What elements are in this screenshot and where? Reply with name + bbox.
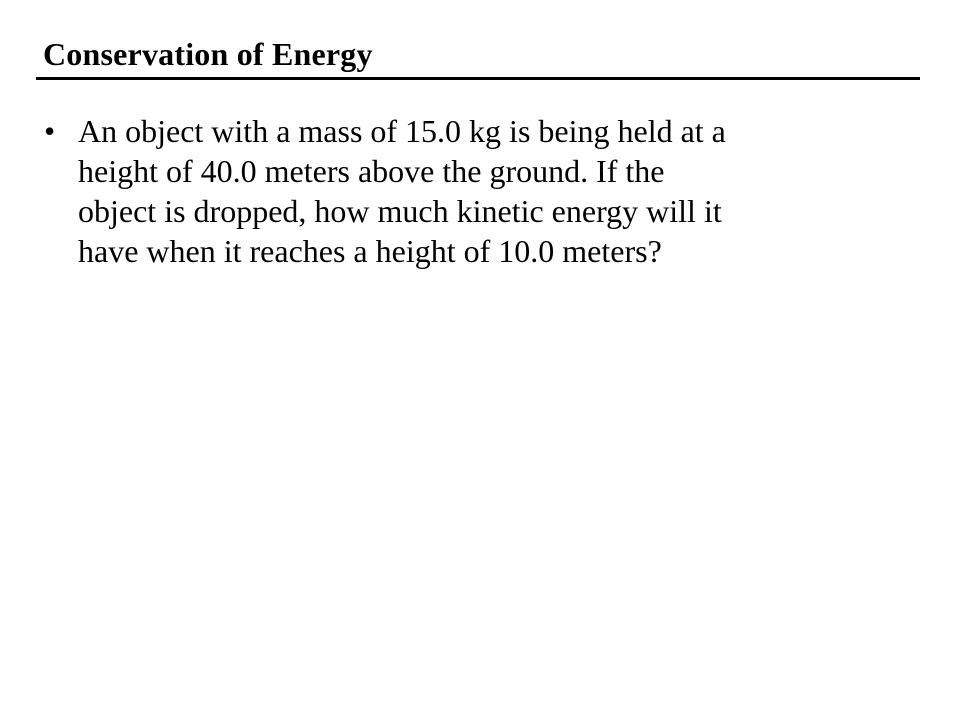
- bullet-list: [44, 111, 884, 271]
- title-underline: [36, 77, 920, 80]
- question-line-2: height of 40.0 meters above the ground. If the: [78, 153, 665, 189]
- slide-title: Conservation of Energy: [43, 36, 373, 72]
- bullet-item: [44, 111, 884, 271]
- question-line-3: object is dropped, how much kinetic energy will it: [78, 193, 722, 229]
- bullet-dot-icon: •: [44, 113, 56, 149]
- question-line-1: An object with a mass of 15.0 kg is being held at a: [78, 113, 726, 149]
- question-line-4: have when it reaches a height of 10.0 meters?: [78, 233, 662, 269]
